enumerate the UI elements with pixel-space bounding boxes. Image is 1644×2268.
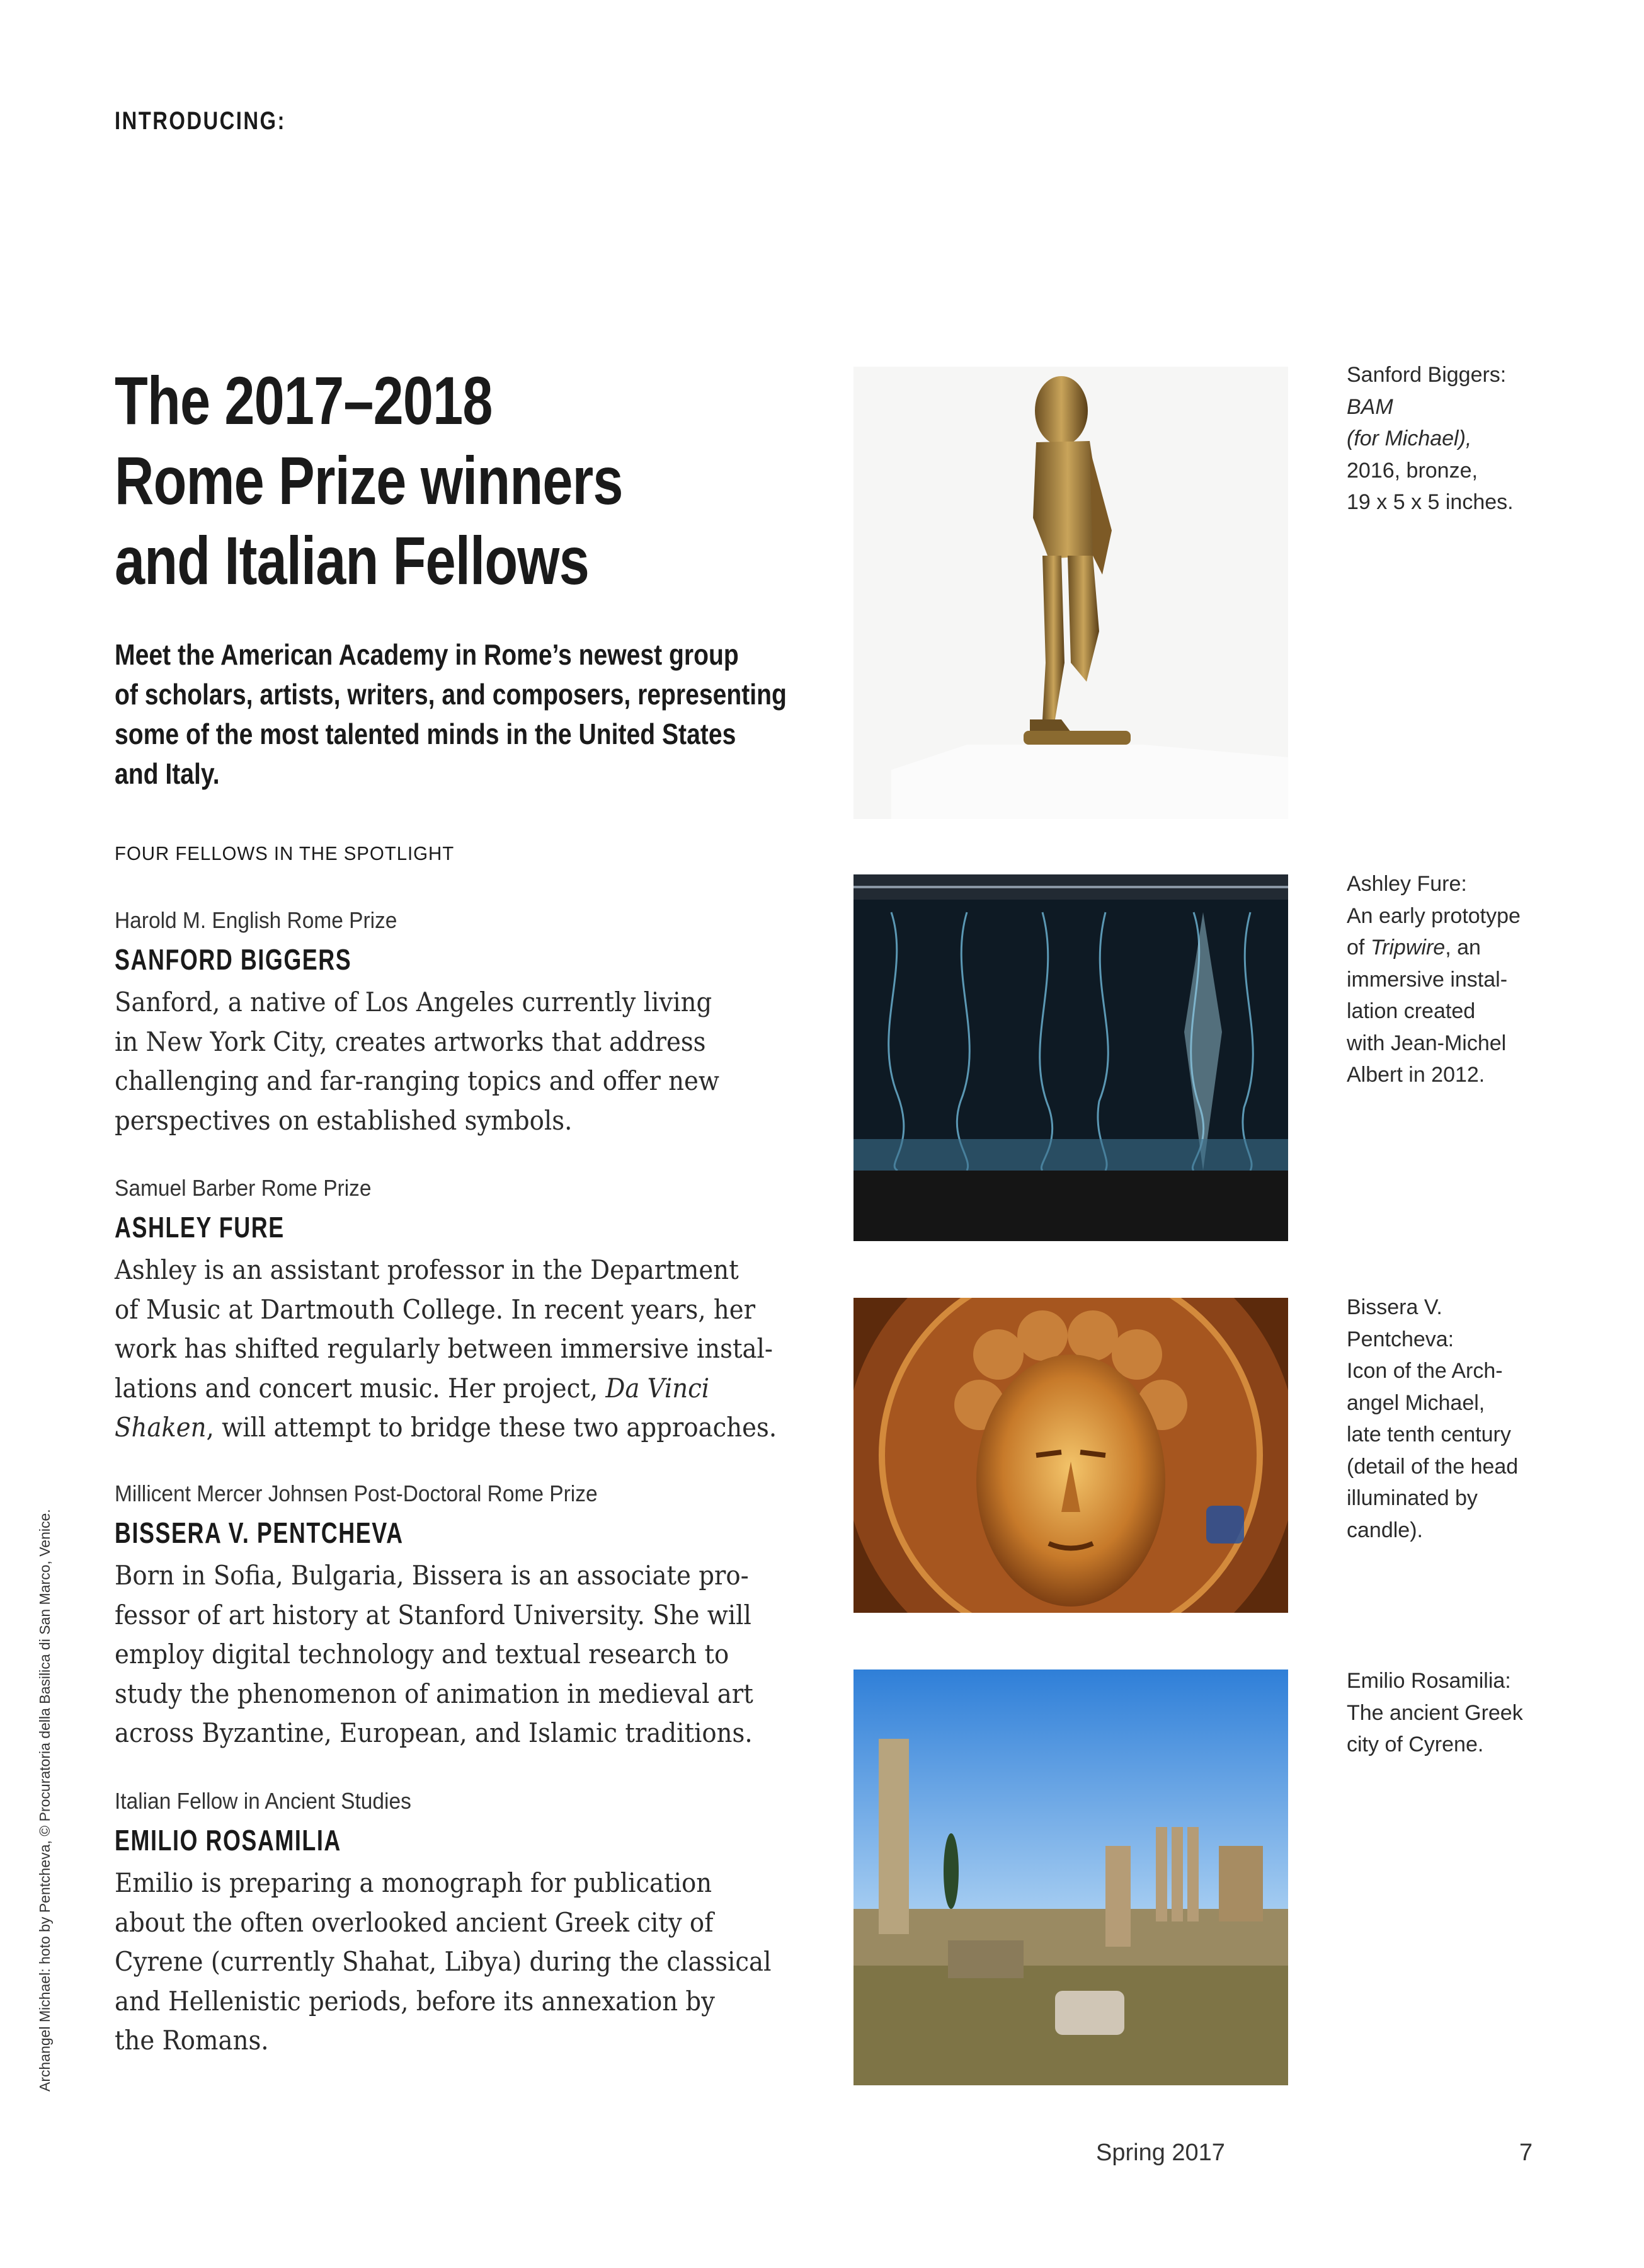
bio-line: Sanford, a native of Los Angeles currently living [115, 987, 712, 1017]
caption-line: city of Cyrene. [1347, 1732, 1484, 1756]
caption-line [1347, 932, 1611, 964]
fellow-name: ASHLEY FURE [115, 1211, 285, 1244]
caption-line: An early prototype [1347, 903, 1521, 928]
fellow-bio [115, 983, 719, 1140]
intro-line: of scholars, artists, writers, and composers, representing [115, 678, 787, 711]
ruins-photo [853, 1670, 1288, 2085]
sculpture-illustration [853, 367, 1288, 819]
caption-text: , an [1445, 936, 1481, 959]
caption-line: 2016, bronze, [1347, 458, 1478, 483]
icon-photo [853, 1298, 1288, 1613]
intro-line: Meet the American Academy in Rome’s newest group [115, 638, 739, 671]
installation-illustration [853, 874, 1288, 1241]
title-line: The 2017–2018 [115, 362, 493, 438]
bio-line: and Hellenistic periods, before its annexation by [115, 1985, 715, 2017]
bio-line: Ashley is an assistant professor in the Department [115, 1254, 739, 1285]
project-title-cont: Shaken [115, 1412, 207, 1443]
page-title [115, 360, 745, 600]
bio-line: across Byzantine, European, and Islamic traditions. [115, 1717, 753, 1748]
caption-line: Pentcheva: [1347, 1327, 1454, 1351]
title-line: Rome Prize winners [115, 442, 623, 518]
ruins-illustration [853, 1670, 1288, 2085]
icon-illustration [853, 1298, 1288, 1613]
installation-photo [853, 874, 1288, 1241]
caption-line: angel Michael, [1347, 1390, 1485, 1415]
bio-line: Emilio is preparing a monograph for publication [115, 1867, 712, 1898]
bio-line: Born in Sofia, Bulgaria, Bissera is an associate pro- [115, 1560, 749, 1591]
caption-line: Albert in 2012. [1347, 1063, 1485, 1087]
caption-line: The ancient Greek [1347, 1700, 1523, 1725]
caption-ruins [1347, 1665, 1611, 1761]
sculpture-photo [853, 367, 1288, 819]
caption-line: immersive instal- [1347, 967, 1508, 992]
fellow-prize: Italian Fellow in Ancient Studies [115, 1788, 411, 1814]
project-title: Da Vinci [605, 1372, 710, 1404]
caption-line: late tenth century [1347, 1423, 1511, 1446]
artwork-title: Tripwire [1370, 936, 1446, 959]
bio-line: employ digital technology and textual research to [115, 1639, 729, 1670]
page-number: 7 [1519, 2139, 1533, 2166]
caption-line: Emilio Rosamilia: [1347, 1669, 1511, 1693]
caption-icon [1347, 1292, 1611, 1546]
caption-line: Ashley Fure: [1347, 872, 1467, 896]
artwork-title-cont: (for Michael), [1347, 427, 1472, 450]
fellow-prize: Harold M. English Rome Prize [115, 907, 397, 933]
fellow-bio [115, 1556, 753, 1753]
caption-line: with Jean-Michel [1347, 1031, 1507, 1055]
bio-line [115, 1369, 777, 1409]
caption-line: 19 x 5 x 5 inches. [1347, 490, 1514, 514]
bio-line: study the phenomenon of animation in medieval art [115, 1678, 753, 1709]
photo-credit: Archangel Michael: hoto by Pentcheva, © Procuratoria della Basilica di San Marco, Venice. [37, 1509, 53, 2092]
intro-line: some of the most talented minds in the United States [115, 718, 736, 750]
bio-line: fessor of art history at Stanford University. She will [115, 1599, 751, 1630]
caption-line: Bissera V. [1347, 1295, 1442, 1319]
artwork-title: BAM [1347, 394, 1393, 419]
fellow-prize: Millicent Mercer Johnsen Post-Doctoral Rome Prize [115, 1480, 598, 1506]
caption-line: Icon of the Arch- [1347, 1359, 1503, 1383]
bio-line: Cyrene (currently Shahat, Libya) during the classical [115, 1946, 772, 1977]
issue-label: Spring 2017 [1096, 2139, 1225, 2166]
bio-line: in New York City, creates artworks that address [115, 1026, 706, 1057]
fellow-name: SANFORD BIGGERS [115, 943, 352, 976]
caption-line: illuminated by [1347, 1486, 1478, 1510]
caption-line: candle). [1347, 1518, 1423, 1542]
bio-line: challenging and far-ranging topics and offer new [115, 1065, 719, 1096]
bio-line [115, 1408, 777, 1448]
bio-line: work has shifted regularly between immersive instal- [115, 1333, 773, 1364]
bio-line: about the often overlooked ancient Greek city of [115, 1906, 714, 1938]
intro-line: and Italy. [115, 757, 220, 790]
caption-text: of [1347, 936, 1371, 959]
intro-paragraph [115, 635, 800, 794]
caption-line: (detail of the head [1347, 1454, 1519, 1479]
caption-line [1347, 423, 1611, 455]
fellow-name: BISSERA V. PENTCHEVA [115, 1516, 404, 1549]
fellow-name: EMILIO ROSAMILIA [115, 1824, 341, 1857]
caption-installation [1347, 868, 1611, 1091]
spotlight-heading: FOUR FELLOWS IN THE SPOTLIGHT [115, 842, 455, 864]
bio-line-text: , will attempt to bridge these two approaches. [206, 1412, 777, 1443]
bio-line-text: lations and concert music. Her project, [115, 1372, 606, 1404]
title-line: and Italian Fellows [115, 522, 589, 598]
caption-sculpture [1347, 359, 1611, 518]
section-kicker: INTRODUCING: [115, 107, 286, 135]
fellow-prize: Samuel Barber Rome Prize [115, 1175, 372, 1201]
caption-line [1347, 391, 1611, 423]
bio-line: perspectives on established symbols. [115, 1104, 573, 1136]
caption-line: lation created [1347, 999, 1476, 1023]
caption-line: Sanford Biggers: [1347, 363, 1507, 387]
bio-line: of Music at Dartmouth College. In recent years, her [115, 1293, 756, 1325]
bio-line: the Romans. [115, 2025, 269, 2056]
fellow-bio [115, 1864, 771, 2061]
fellow-bio [115, 1251, 777, 1448]
